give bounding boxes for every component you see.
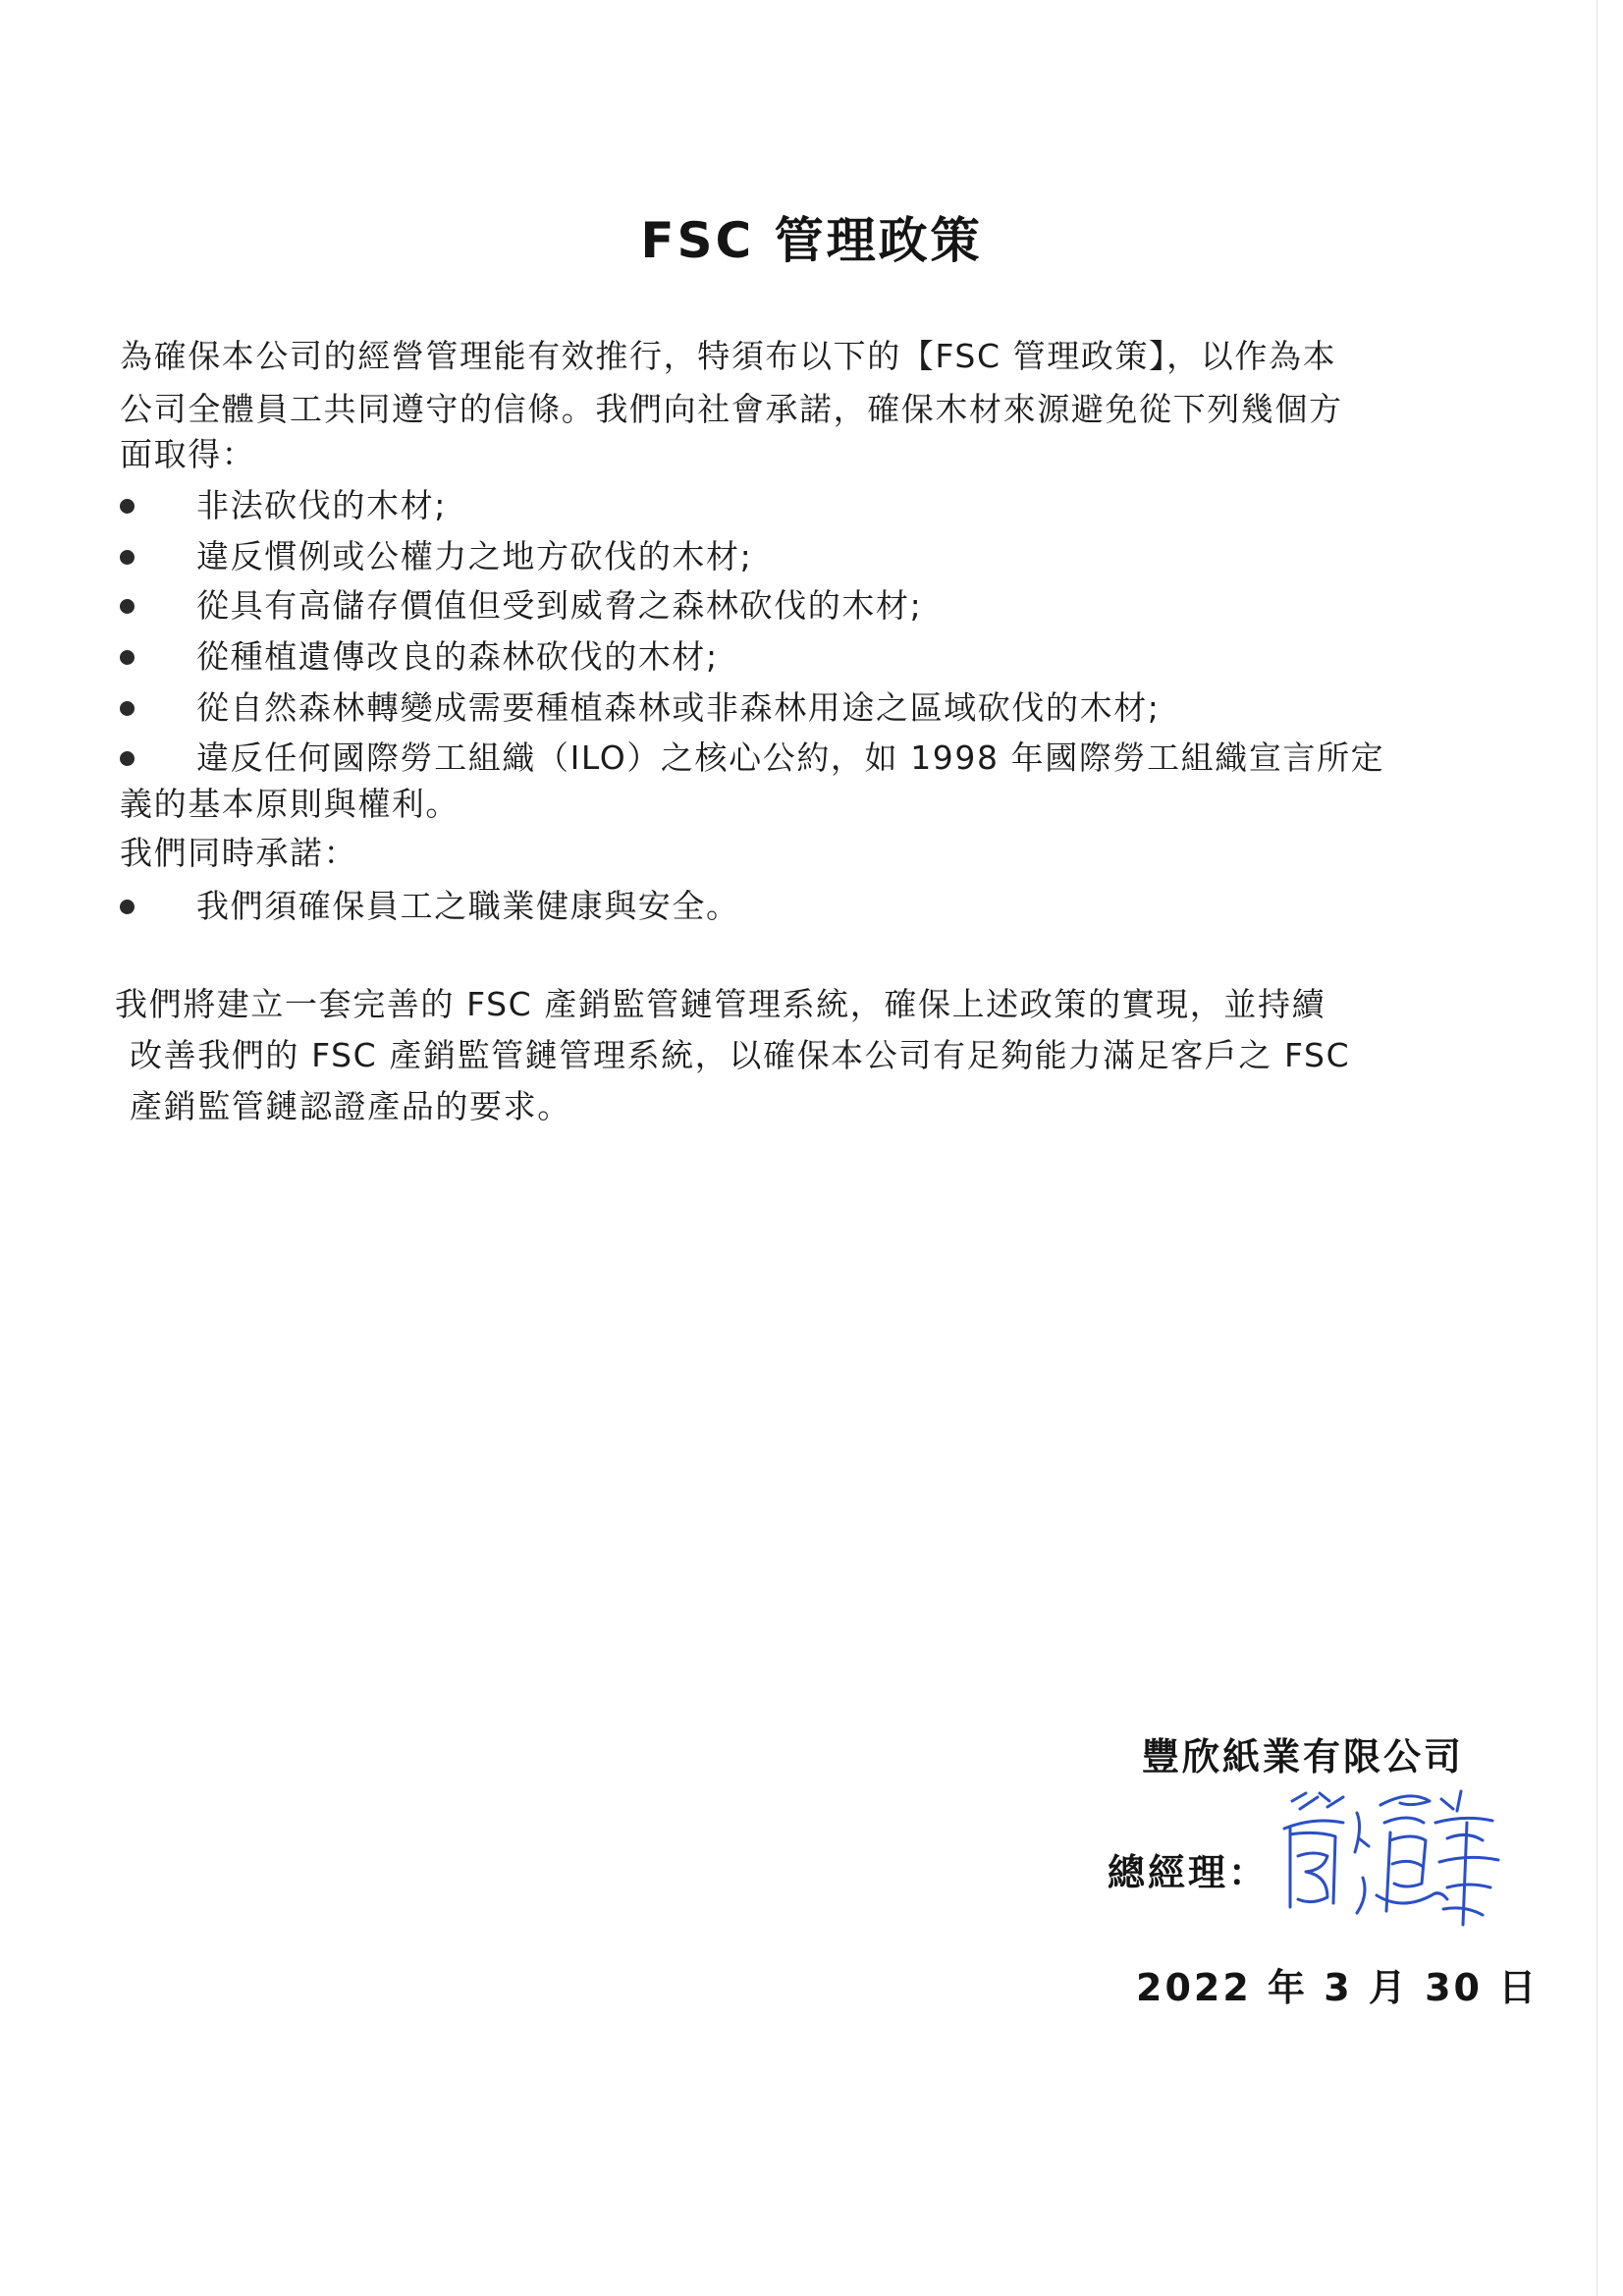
signoff-date: 2022 年 3 月 30 日 (1136, 1966, 1540, 2009)
bullet-dot (120, 599, 135, 614)
intro-line: 為確保本公司的經營管理能有效推行，特須布以下的【FSC 管理政策】，以作為本 (120, 337, 1337, 375)
bullet-dot (120, 701, 135, 716)
bullet-dot (120, 900, 135, 914)
commit-bullet: 我們須確保員工之職業健康與安全。 (196, 887, 740, 925)
company-name: 豐欣紙業有限公司 (1142, 1735, 1465, 1778)
general-manager-label: 總經理： (1108, 1851, 1270, 1894)
bullet-item: 從具有高儲存價值但受到威脅之森林砍伐的木材; (196, 586, 923, 625)
closing-line: 產銷監管鏈認證產品的要求。 (130, 1087, 571, 1125)
bullet-continuation: 義的基本原則與權利。 (120, 785, 460, 823)
commit-heading: 我們同時承諾： (120, 834, 358, 872)
bullet-dot (120, 499, 135, 514)
handwritten-signature (1274, 1779, 1510, 1932)
document-title: FSC 管理政策 (640, 212, 983, 269)
bullet-item: 非法砍伐的木材; (196, 486, 447, 524)
intro-line: 面取得： (120, 435, 256, 473)
bullet-item: 違反任何國際勞工組織（ILO）之核心公約，如 1998 年國際勞工組織宣言所定 (196, 738, 1385, 777)
bullet-dot (120, 751, 135, 766)
bullet-item: 違反慣例或公權力之地方砍伐的木材; (196, 537, 753, 575)
bullet-item: 從種植遺傳改良的森林砍伐的木材; (196, 637, 719, 676)
closing-line: 改善我們的 FSC 產銷監管鏈管理系統，以確保本公司有足夠能力滿足客戶之 FSC (130, 1036, 1351, 1074)
closing-line: 我們將建立一套完善的 FSC 產銷監管鏈管理系統，確保上述政策的實現，並持續 (115, 985, 1326, 1023)
scan-edge (1596, 0, 1597, 2296)
bullet-dot (120, 650, 135, 665)
bullet-dot (120, 550, 135, 565)
intro-line: 公司全體員工共同遵守的信條。我們向社會承諾，確保木材來源避免從下列幾個方 (120, 390, 1343, 428)
bullet-item: 從自然森林轉變成需要種植森林或非森林用途之區域砍伐的木材; (196, 688, 1161, 727)
